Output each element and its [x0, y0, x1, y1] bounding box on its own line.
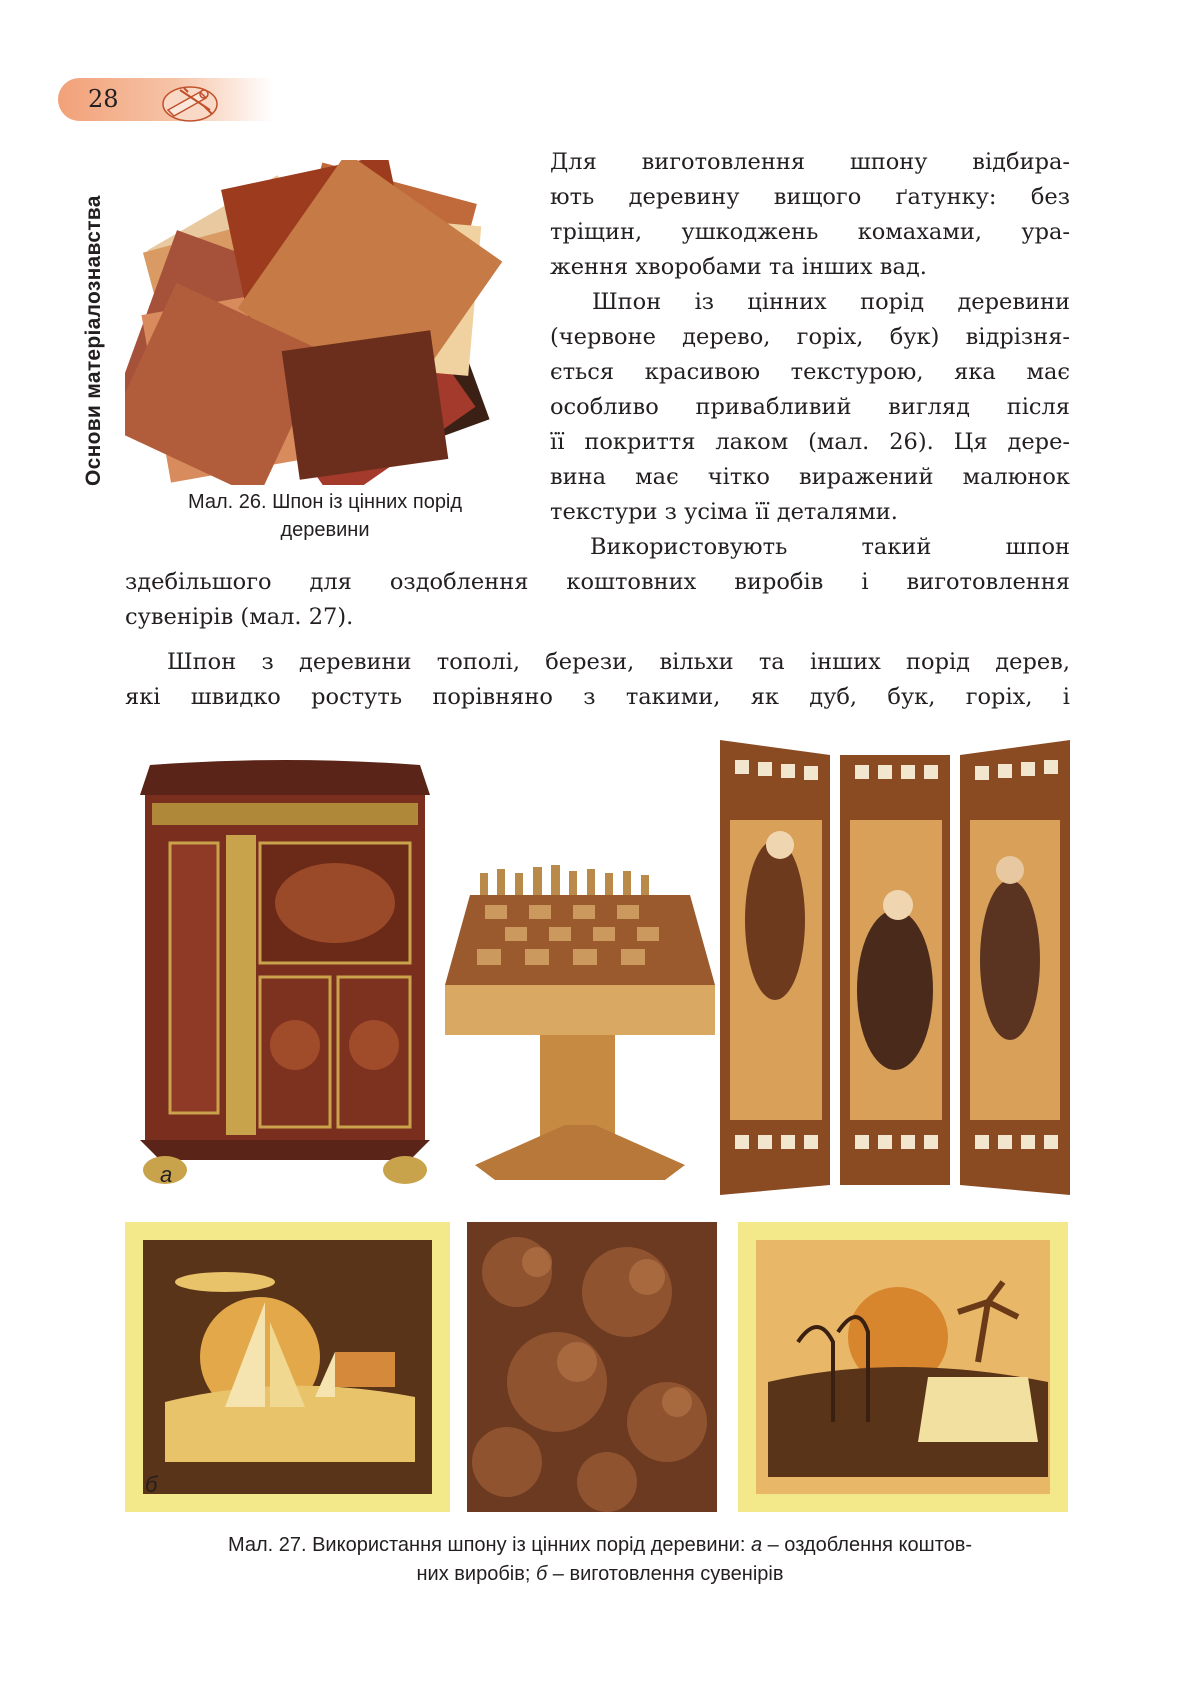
text-line: Шпон з деревини тополі, берези, вільхи та інших порід дерев, [167, 649, 1070, 675]
paragraph-1 [550, 145, 1070, 285]
figure-26-caption-line1: Мал. 26. Шпон із цінних порід [187, 491, 463, 513]
caption-letter-b: б [535, 1563, 548, 1585]
text-line: Для виготовлення шпону відбира- [550, 149, 1070, 175]
text-line: ється красивою текстурою, яка має [550, 359, 1070, 385]
text-line: ють деревину вищого ґатунку: без [550, 184, 1070, 210]
page-number: 28 [88, 85, 119, 113]
text-line: тріщин, ушкоджень комахами, ура- [550, 219, 1070, 245]
text-line: її покриття лаком (мал. 26). Ця дере- [550, 429, 1070, 455]
text-line: ження хворобами та інших вад. [550, 254, 927, 280]
paragraph-2 [550, 285, 1070, 530]
figure-27-caption [120, 1531, 1080, 1589]
caption-text: Мал. 27. Використання шпону із цінних порід деревини: [227, 1534, 751, 1556]
sailboat-marquetry-photo [125, 1222, 450, 1512]
flamingo-marquetry-photo [738, 1222, 1068, 1512]
text-line: (червоне дерево, горіх, бук) відрізня- [550, 324, 1070, 350]
caption-text: – виготовлення сувенірів [547, 1563, 784, 1585]
veneer-sheets-photo [125, 160, 505, 485]
text-line: вина має чітко виражений малюнок [550, 464, 1070, 490]
caption-text: них виробів; [416, 1563, 536, 1585]
figure-27-caption-line1 [120, 1531, 1080, 1560]
figure-27-caption-line2 [120, 1560, 1080, 1589]
floral-veneer-panel-photo [467, 1222, 717, 1512]
inlaid-cabinet-photo [130, 755, 440, 1195]
text-line: сувенірів (мал. 27). [125, 604, 354, 630]
text-line: особливо привабливий вигляд після [550, 394, 1070, 420]
text-line: Шпон із цінних порід деревини [592, 289, 1070, 315]
text-line: Використовують такий шпон [590, 534, 1070, 560]
figure-label-b: б [145, 1472, 158, 1497]
woodworking-tools-icon [160, 80, 220, 124]
figure-26-caption-line2: деревини [280, 519, 370, 541]
folding-screen-photo [720, 740, 1070, 1195]
caption-letter-a: а [750, 1534, 763, 1556]
figure-label-a: а [160, 1162, 173, 1187]
text-line: текстури з усіма її деталями. [550, 499, 898, 525]
figure-26-caption [140, 488, 510, 544]
section-title: Основи матеріалознавства [82, 195, 105, 486]
chess-table-photo [445, 865, 715, 1195]
caption-text: – оздоблення коштов- [762, 1534, 973, 1556]
veneer-sheet-stack [125, 160, 502, 485]
text-line: здебільшого для оздоблення коштовних виробів і виготовлення [125, 569, 1070, 595]
text-line: які швидко ростуть порівняно з такими, як дуб, бук, горіх, і [125, 684, 1070, 710]
